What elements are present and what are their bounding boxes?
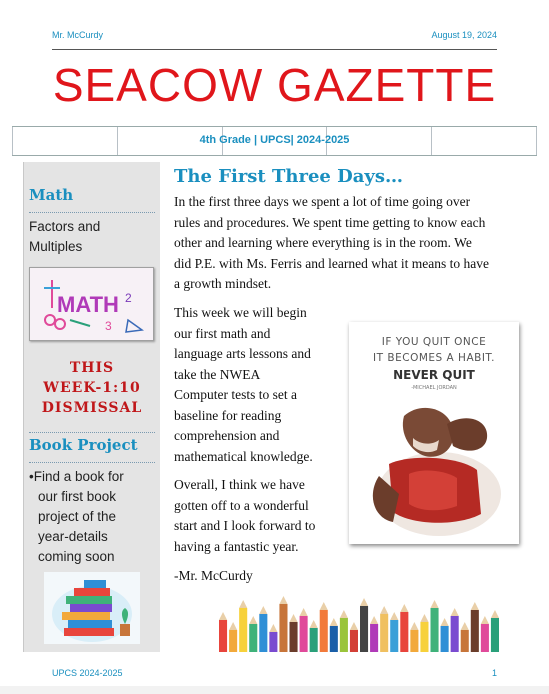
pencil-tip [451, 608, 459, 616]
svg-text:MATH: MATH [57, 292, 119, 317]
pencil-tip [410, 622, 418, 630]
pencil-body [249, 624, 257, 652]
pencil-body [290, 622, 298, 652]
svg-text:3: 3 [105, 319, 112, 333]
pencil-tip [431, 600, 439, 608]
pencil-body [491, 618, 499, 652]
math-rule [29, 212, 155, 213]
book-rule [29, 462, 155, 463]
pencil-tip [360, 598, 368, 606]
pencil-body [269, 632, 277, 652]
pencil-tip [219, 612, 227, 620]
poster-attribution: -MICHAEL JORDAN [411, 385, 457, 391]
pencil-body [239, 608, 247, 652]
subtitle-band [12, 126, 537, 156]
pencil-tip [320, 602, 328, 610]
pencil-tip [461, 622, 469, 630]
pencil-body [330, 626, 338, 652]
pencil-tip [249, 616, 257, 624]
pencil-body [441, 626, 449, 652]
dismissal-notice: THIS WEEK-1:10 DISMISSAL [41, 360, 143, 416]
pencil-body [390, 620, 398, 652]
colored-pencils-image [218, 588, 500, 652]
books-icon [44, 572, 140, 644]
pencil-body [410, 630, 418, 652]
pencil-body [481, 624, 489, 652]
pencil-body [451, 616, 459, 652]
svg-text:2: 2 [125, 291, 132, 305]
math-topic: Factors and Multiples [29, 219, 101, 254]
pencil-body [320, 610, 328, 652]
pencil-body [300, 616, 308, 652]
math-heading: Math [29, 186, 74, 204]
pencil-tip [441, 618, 449, 626]
issue-date: August 19, 2024 [431, 30, 497, 40]
pencil-body [259, 614, 267, 652]
teacher-name: Mr. McCurdy [52, 30, 104, 40]
pencil-tip [420, 614, 428, 622]
pencil-body [229, 630, 237, 652]
pencil-tip [400, 604, 408, 612]
pencil-tip [310, 620, 318, 628]
athlete-photo [349, 394, 519, 544]
pencil-body [431, 608, 439, 652]
pencil-tip [300, 608, 308, 616]
pencil-body [370, 624, 378, 652]
pencil-tip [491, 610, 499, 618]
page-bottom-edge [0, 686, 549, 694]
pencil-body [340, 618, 348, 652]
pencil-tip [350, 622, 358, 630]
signoff: -Mr. McCurdy [174, 568, 253, 583]
header-rule [52, 49, 497, 50]
pencil-body [219, 620, 227, 652]
pencil-body [471, 610, 479, 652]
pencil-tip [340, 610, 348, 618]
pencil-body [461, 630, 469, 652]
pencil-tip [269, 624, 277, 632]
pencil-tip [290, 614, 298, 622]
motivational-poster [349, 322, 519, 544]
article-paragraph-1: In the first three days we spent a lot of time going over rules and procedures. We spent time getting to know each other and learning where everything is in the room. We did P.E. with Ms. Ferris and learned what it means to have a growth mindset. [174, 194, 489, 291]
book-project-text: •Find a book for our first book project of the year-details coming soon [29, 469, 124, 564]
pencil-tip [279, 596, 287, 604]
poster-line-2: IT BECOMES A HABIT. [373, 352, 495, 364]
pencil-tip [259, 606, 267, 614]
pencil-tip [390, 612, 398, 620]
week-rule [29, 432, 155, 433]
poster-line-1: IF YOU QUIT ONCE [381, 336, 487, 348]
article-paragraph-2: This week we will begin our first math and language arts lessons and take the NWEA Computer tests to set a baseline for reading comprehension and mathematical knowledge. [174, 305, 313, 464]
masthead-title: SEACOW GAZETTE [52, 59, 497, 111]
pencil-tip [481, 616, 489, 624]
article-heading: The First Three Days… [174, 166, 404, 187]
pencil-tip [229, 622, 237, 630]
pencil-body [350, 630, 358, 652]
pencil-tip [380, 606, 388, 614]
pencil-body [400, 612, 408, 652]
math-graphic [29, 267, 154, 341]
pencil-body [310, 628, 318, 652]
math-graphic-art [30, 268, 153, 340]
pencil-tip [471, 602, 479, 610]
pencil-tip [330, 618, 338, 626]
pencil-tip [370, 616, 378, 624]
books-illustration [44, 572, 140, 644]
pencil-body [279, 604, 287, 652]
grade-subtitle: 4th Grade | UPCS| 2024-2025 [199, 134, 350, 146]
sidebar [23, 162, 160, 652]
page-number: 1 [491, 668, 497, 678]
article-paragraph-3: Overall, I think we have gotten off to a wonderful start and I look forward to having a fantastic year. [174, 477, 316, 554]
book-project-heading: Book Project [29, 436, 138, 454]
pencil-body [420, 622, 428, 652]
poster-line-3: NEVER QUIT [393, 368, 475, 382]
footer-school-year: UPCS 2024-2025 [52, 668, 123, 678]
pencil-body [380, 614, 388, 652]
pencil-tip [239, 600, 247, 608]
pencil-body [360, 606, 368, 652]
